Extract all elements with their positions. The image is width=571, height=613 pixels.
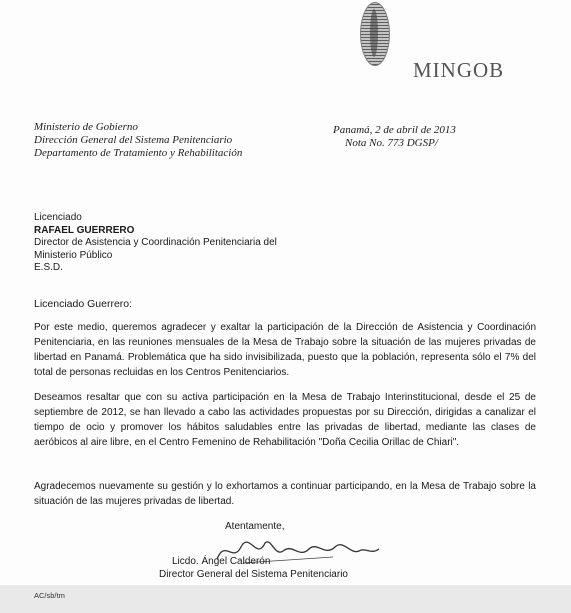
body-paragraph: Por este medio, queremos agradecer y exaltar la participación de la Dirección de Asistencia y Coordinación Penitenciaria, en las reuniones mensuales de la Mesa de Trabajo sobre la situación de las mujeres privadas de libertad en Panamá. Problemática que ha sido invisibilizada, puesto que la población, representa sólo el 7% del total de personas recluidas en los Centros Penitenciarios. xyxy=(34,322,536,378)
signer-name: Licdo. Ángel Calderón xyxy=(172,556,271,567)
salutation: Licenciado Guerrero: xyxy=(34,298,133,310)
date-note-block xyxy=(333,124,456,150)
recipient-block xyxy=(34,212,277,275)
sender-block xyxy=(34,121,242,160)
seal-emblem-icon xyxy=(360,2,390,66)
reference-initials: AC/sb/tm xyxy=(34,591,65,600)
recipient-position: Ministerio Público xyxy=(34,249,113,261)
sender-line: Departamento de Tratamiento y Rehabilitación xyxy=(34,147,243,159)
scan-edge xyxy=(0,585,571,613)
recipient-position: Director de Asistencia y Coordinación Penitenciaria del xyxy=(34,237,277,248)
recipient-honorific: Licenciado xyxy=(34,212,82,223)
recipient-esd: E.S.D. xyxy=(34,262,63,273)
body-paragraph: Agradecemos nuevamente su gestión y lo exhortamos a continuar participando, en la Mesa de Trabajo sobre la situación de las mujeres privadas de libertad. xyxy=(34,481,536,507)
letterhead-brand: MINGOB xyxy=(413,58,505,82)
sender-line: Ministerio de Gobierno xyxy=(34,121,138,133)
recipient-name: RAFAEL GUERRERO xyxy=(34,224,135,236)
signer-block xyxy=(159,555,348,581)
signer-title: Director General del Sistema Penitenciario xyxy=(159,569,348,580)
letter-date: Panamá, 2 de abril de 2013 xyxy=(333,124,456,136)
closing: Atentamente, xyxy=(225,521,285,532)
body-paragraph: Deseamos resaltar que con su activa participación en la Mesa de Trabajo Interinstitucional, desde el 25 de septiembre de 2012, se han llevado a cabo las actividades propuestas por su Dirección, dirigidas a canalizar el tiempo de ocio y promover los hábitos saludables entre las privadas de libertad, mediante las clases de aeróbicos al aire libre, en el Centro Femenino de Rehabilitación "Doña Cecilia Orillac de Chiari". xyxy=(34,392,536,448)
note-number: Nota No. 773 DGSP/ xyxy=(345,137,438,149)
sender-line: Dirección General del Sistema Penitenciario xyxy=(34,134,233,146)
